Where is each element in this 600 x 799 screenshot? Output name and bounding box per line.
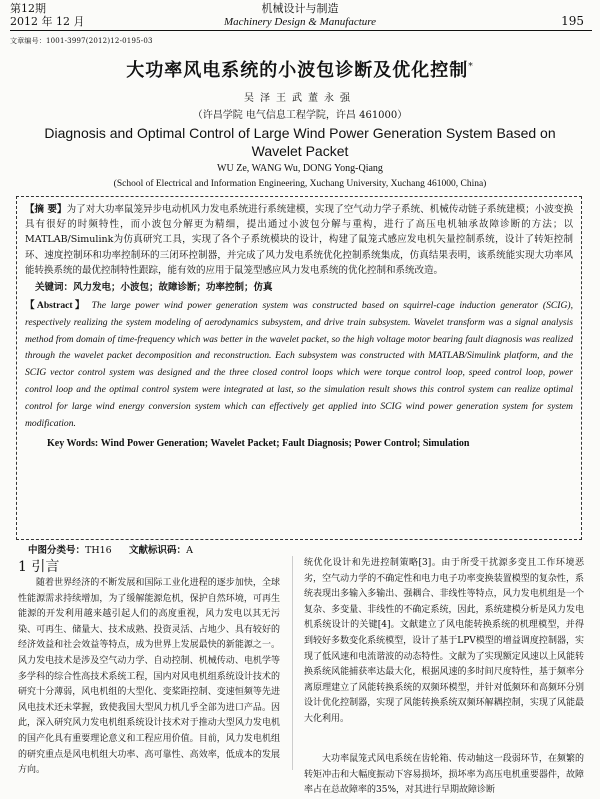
- keywords-en-label: Key Words:: [47, 438, 99, 450]
- abstract-en-text: The large power wind power generation system was constructed based on squirrel-cage induction generator (SCIG), respectively realizing the system modeling of aerodynamics subsystem, and drive train subsystem. Wavelet transform was a signal analysis method from domain of time-frequency which was better in the wavelet packet, so the high voltage motor bearing fault diagnosis was realized through the wavelet packet decomposition and reconstruction. Each subsystem was constructed with MATLAB/Simulink platform, and the SCIG vector control system was designed and the three closed control loops which were torque control loop, speed control loop, power control loop and the optimal control system were integrated at last, so the simulation result shows this control system can realize optimal control for large wind energy conversion system which can effectively get applied into SCIG wind power generation system for system modification.: [25, 300, 574, 429]
- section-heading-intro: 1 引言: [18, 559, 60, 575]
- abstract-en: [25, 298, 573, 432]
- keywords-en: [47, 436, 573, 451]
- doc-code-value: A: [186, 545, 193, 556]
- keywords-cn: [35, 280, 573, 295]
- authors-cn: 吴泽王武董永强: [244, 93, 356, 104]
- header-rule: [10, 30, 592, 31]
- abstract-cn: [25, 202, 573, 278]
- doc-code-label: 文献标识码：: [129, 545, 187, 556]
- intro-right-column-para2: 大功率鼠笼式风电系统在齿轮箱、传动轴这一段弱环节，在频繁的转矩冲击和大幅度振动下容易损坏，损坏率为高压电机重要器件，故障率占在总故障率的35%，对其进行早期故障诊断: [304, 754, 584, 796]
- keywords-cn-text: 风力发电；小波包；故障诊断；功率控制；仿真: [73, 282, 273, 294]
- keywords-cn-label: 关键词：: [35, 282, 74, 294]
- header-date: 2012 年 12 月: [10, 15, 85, 28]
- affiliation-cn: （许昌学院 电气信息工程学院，许昌 461000）: [192, 110, 408, 121]
- running-header: [0, 0, 600, 28]
- paper-title: [0, 56, 600, 82]
- clc-label: 中图分类号：: [28, 545, 86, 556]
- intro-right-column-para1: 统优化设计和先进控制策略[3]。由于所受干扰源多变且工作环境恶劣，空气动力学的不确定性和电力电子功率变换装置模型的复杂性，系统表现出多输入多输出、强耦合、非线性等特点，风力发电机组是一个复杂、多变量、非线性的不确定系统，因此，系统建模分析是风力发电机系统设计的关键[4]。文献建立了风电能转换系统的机理模型，并得到较好多数变化系统模型，设计了基于LPV模型的增益调度控制器，实现了低风速和电流谐波的动态特性。文献为了实现额定风速以上风能转换系统风能捕获率达最大化，根据风速的多时间尺度特性，基于频率分离原理建立了风能转换系统的双频环模型，并针对低频环和高频环分别设计优化控制器，实现了风能转换系统双频环解耦控制，实现了风能最大化利用。: [304, 558, 584, 724]
- authors-en: WU Ze, WANG Wu, DONG Yong-Qiang: [217, 163, 383, 174]
- journal-name-en: Machinery Design & Manufacture: [223, 16, 377, 28]
- intro-left-column: 随着世界经济的不断发展和国际工业化进程的逐步加快，全球性能源需求持续增加，为了缓解能源危机，保护自然环境，可再生能源的开发利用越来越引起人们的高度重视，风力发电以其无污染、可再生、储量大、技术成熟、投资灵活、占地少、具有较好的经济效益和社会效益等特点，成为世界上发展最快的新能源之一。风力发电技术是涉及空气动力学、自动控制、机械传动、电机学等多学科的综合性高技术系统工程，国内对风电机组系统设计技术的研究十分薄弱，风电机组的大型化、变桨距控制、变速恒频等先进风电技术还未掌握，致使我国大型风力机几乎全部为进口产品。因此，深入研究风力发电机组系统设计技术对于推动大型风力发电机的国产化具有重要理论意义和工程应用价值。目前，风力发电机组的研究重点是风电机组大功率、高可靠性、高效率，低成本的发展方向。: [18, 578, 280, 776]
- clc-value: TH16: [85, 545, 112, 556]
- paper-title-text: 大功率风电系统的小波包诊断及优化控制: [126, 60, 469, 81]
- abstract-cn-label: 【摘 要】: [25, 204, 67, 215]
- column-gap: [292, 556, 293, 770]
- paper-title-en: Diagnosis and Optimal Control of Large Wind Power Generation System Based on Wavelet Packet: [44, 125, 556, 159]
- affiliation-en: (School of Electrical and Information Engineering, Xuchang University, Xuchang 461000, China): [113, 179, 487, 189]
- header-issue: 第12期: [10, 2, 46, 15]
- journal-name-cn: 机械设计与制造: [261, 2, 339, 15]
- abstract-box: [16, 196, 582, 540]
- title-footnote-mark: *: [468, 62, 474, 72]
- article-number: 文章编号：1001-3997(2012)12-0195-03: [10, 37, 153, 45]
- keywords-en-text: Wind Power Generation; Wavelet Packet; Fault Diagnosis; Power Control; Simulation: [100, 438, 470, 450]
- classification-line: [28, 542, 207, 556]
- abstract-en-label: 【Abstract】: [25, 300, 87, 312]
- header-journal: [0, 2, 600, 29]
- page-number: 195: [561, 14, 584, 28]
- abstract-cn-text: 为了对大功率鼠笼异步电动机风力发电系统进行系统建模，实现了空气动力学子系统、机械传动链子系统建模；小波变换具有很好的时频特性，而小波包分解更为精细，提出通过小波包分解与重构，进行了高压电机轴承故障诊断的方法；以MATLAB/Simulink为仿真研究工具，实现了各个子系统模块的设计，构建了鼠笼式感应发电机矢量控制系统，设计了转矩控制环、速度控制环和功率控制环的三闭环控制器，并完成了风力发电系统优化控制系统集成，仿真结果表明，该系统能实现大功率风能转换系统的最优控制特性跟踪，能有效的应用于鼠笼型感应风力发电系统的优化控制和系统改造。: [25, 204, 573, 276]
